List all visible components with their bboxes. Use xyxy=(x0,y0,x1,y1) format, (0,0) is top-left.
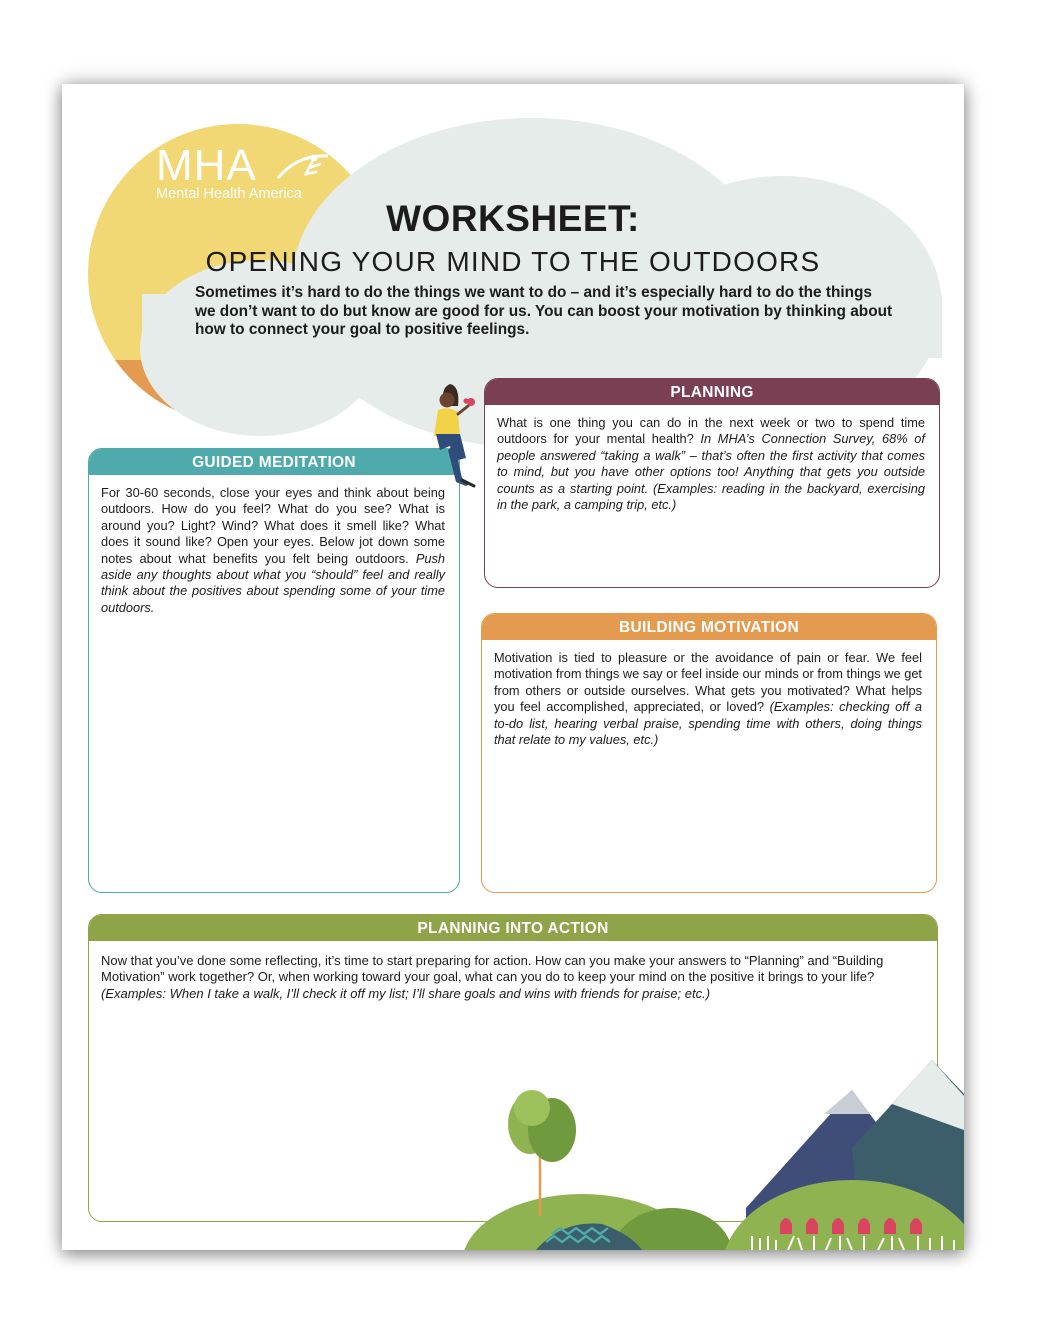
planning-prompt xyxy=(485,405,939,513)
guided-meditation-italic: Push aside any thoughts about what you “should” feel and really think about the positives about spending some of your time outdoors. xyxy=(101,550,445,615)
guided-meditation-heading: GUIDED MEDITATION xyxy=(89,449,459,475)
building-motivation-heading: BUILDING MOTIVATION xyxy=(482,614,936,640)
building-motivation-prompt xyxy=(482,640,936,748)
planning-italic: In MHA’s Connection Survey, 68% of people answered “taking a walk” – that’s often the first activity that comes to mind, but you have other options too! Anything that gets you outside counts as a starting point. (Examples: reading in the backyard, exercising in the park, a camping trip, etc.) xyxy=(497,431,925,513)
page-title: WORKSHEET: xyxy=(386,198,640,239)
building-motivation-text: Motivation is tied to pleasure or the avoidance of pain or fear. We feel motivation from things we say or feel inside our minds or from things we get from others or outside ourselves. What gets you motivated? What helps you feel accomplished, appreciated, or loved? xyxy=(494,650,922,715)
planning-into-action-heading: PLANNING INTO ACTION xyxy=(89,915,937,941)
planning-into-action-prompt xyxy=(89,941,937,1002)
worksheet-page xyxy=(62,84,964,1250)
intro-paragraph: Sometimes it’s hard to do the things we want to do – and it’s especially hard to do the things we don’t want to do but know are good for us. You can boost your motivation by thinking about how to connect your goal to positive feelings. xyxy=(195,284,893,338)
page-subtitle: OPENING YOUR MIND TO THE OUTDOORS xyxy=(205,246,821,277)
guided-meditation-text: For 30-60 seconds, close your eyes and think about being outdoors. How do you feel? What do you see? What is around you? Light? Wind? What does it smell like? What does it sound like? Open your eyes. Below jot down some notes about what benefits you felt being outdoors. xyxy=(101,485,445,566)
building-motivation-italic: (Examples: checking off a to-do list, hearing verbal praise, spending time with others, doing things that relate to my values, etc.) xyxy=(494,699,922,748)
building-motivation-card xyxy=(481,613,937,893)
planning-into-action-italic: (Examples: When I take a walk, I’ll check it off my list; I’ll share goals and wins with friends for praise; etc.) xyxy=(101,985,711,1001)
planning-card xyxy=(484,378,940,588)
guided-meditation-prompt xyxy=(89,475,459,616)
logo-mark: MHA xyxy=(156,141,257,190)
mha-logo-icon xyxy=(276,148,332,188)
logo-subtitle: Mental Health America xyxy=(156,186,302,202)
planning-text: What is one thing you can do in the next week or two to spend time outdoors for your mental health? xyxy=(497,415,925,447)
planning-into-action-card xyxy=(88,914,938,1222)
planning-into-action-text: Now that you’ve done some reflecting, it’s time to start preparing for action. How can you make your answers to “Planning” and “Building Motivation” work together? Or, when working toward your goal, what can you do to keep your mind on the positive it brings to your life? xyxy=(101,953,884,985)
guided-meditation-card xyxy=(88,448,460,893)
planning-heading: PLANNING xyxy=(485,379,939,405)
